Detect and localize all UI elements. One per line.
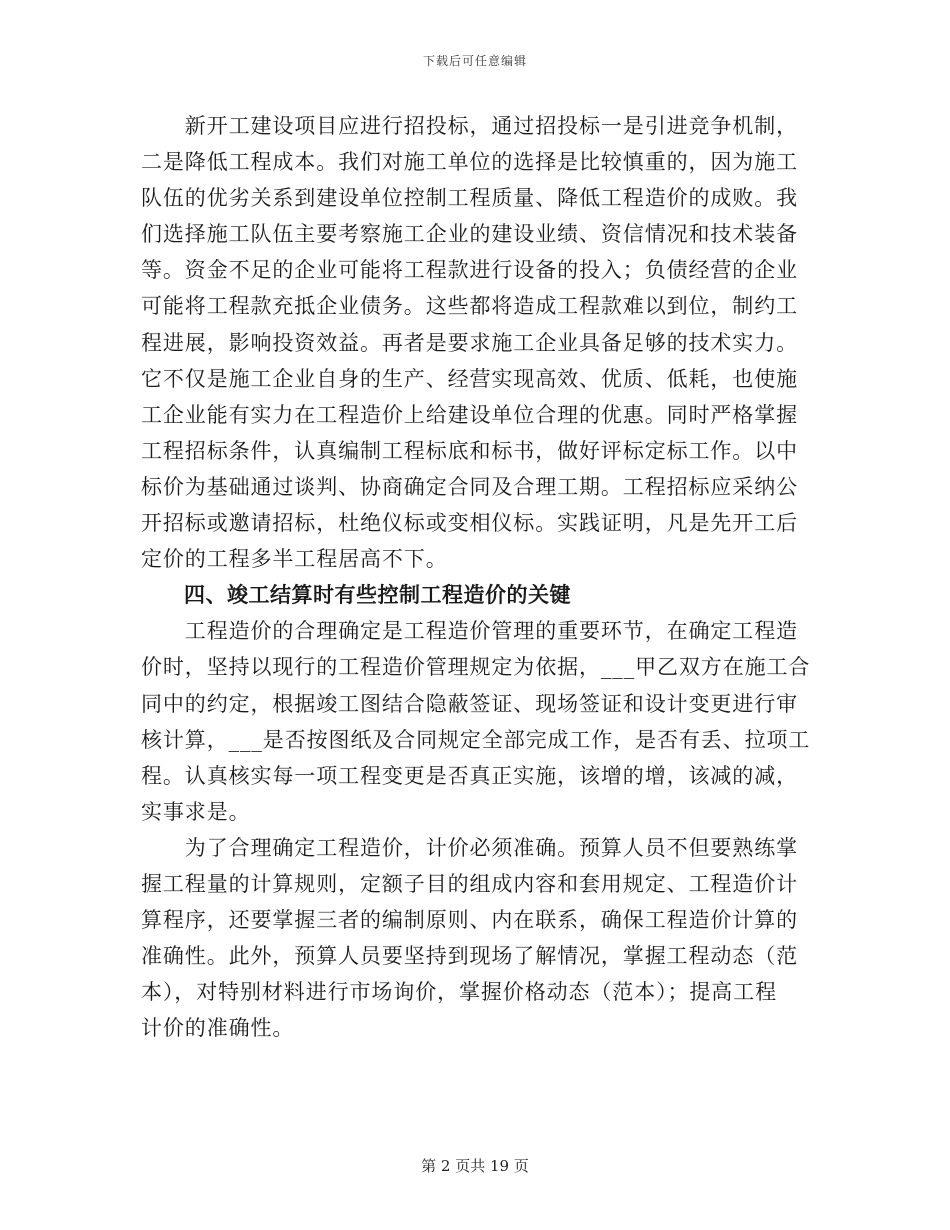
paragraph-line: 开招标或邀请招标，杜绝仪标或变相仪标。实践证明，凡是先开工后: [141, 511, 798, 536]
paragraph-line: 实事求是。: [141, 799, 251, 824]
paragraph-line: 本），对特别材料进行市场询价，掌握价格动态（范本）；提高工程: [141, 980, 777, 1005]
paragraph-line: 标价为基础通过谈判、协商确定合同及合理工期。工程招标应采纳公: [141, 474, 798, 499]
paragraph-line: 等。资金不足的企业可能将工程款进行设备的投入；负债经营的企业: [141, 258, 798, 283]
paragraph-line: 为了合理确定工程造价，计价必须准确。预算人员不但要熟练掌: [141, 835, 798, 860]
paragraph-line: 工程造价的合理确定是工程造价管理的重要环节，在确定工程造: [141, 619, 798, 644]
paragraph-line: 新开工建设项目应进行招投标，通过招投标一是引进竞争机制，: [141, 114, 798, 138]
paragraph-line: 程。认真核实每一项工程变更是否真正实施，该增的增，该减的减，: [141, 763, 798, 788]
paragraph-line: 程进展，影响投资效益。再者是要求施工企业具备足够的技术实力。: [141, 330, 798, 355]
paragraph-line: 定价的工程多半工程居高不下。: [141, 547, 448, 572]
page-header: 下载后可任意编辑: [422, 54, 527, 68]
paragraph-line: 工程招标条件，认真编制工程标底和标书，做好评标定标工作。以中: [141, 438, 798, 463]
paragraph-line: 计价的准确性。: [141, 1016, 295, 1041]
paragraph-line: 算程序，还要掌握三者的编制原则、内在联系，确保工程造价计算的: [141, 908, 798, 933]
paragraph-line: 核计算，___是否按图纸及合同规定全部完成工作，是否有丢、拉项工: [141, 727, 811, 752]
paragraph-line: 们选择施工队伍主要考察施工企业的建设业绩、资信情况和技术装备: [141, 222, 798, 247]
section-heading: 四、竣工结算时有些控制工程造价的关键: [184, 583, 571, 608]
paragraph-line: 工企业能有实力在工程造价上给建设单位合理的优惠。同时严格掌握: [141, 402, 798, 427]
page-footer: 第 2 页共 19 页: [421, 1157, 529, 1175]
paragraph-line: 同中的约定，根据竣工图结合隐蔽签证、现场签证和设计变更进行审: [141, 691, 798, 716]
paragraph-line: 握工程量的计算规则，定额子目的组成内容和套用规定、工程造价计: [141, 871, 798, 896]
paragraph-line: 它不仅是施工企业自身的生产、经营实现高效、优质、低耗，也使施: [141, 366, 798, 391]
paragraph-line: 二是降低工程成本。我们对施工单位的选择是比较慎重的，因为施工: [141, 150, 798, 175]
paragraph-line: 可能将工程款充抵企业债务。这些都将造成工程款难以到位，制约工: [141, 294, 798, 319]
document-body: [141, 108, 811, 1046]
paragraph-line: 队伍的优劣关系到建设单位控制工程质量、降低工程造价的成败。我: [141, 186, 798, 211]
paragraph-line: 准确性。此外，预算人员要坚持到现场了解情况，掌握工程动态（范: [141, 944, 798, 969]
paragraph-line: 价时，坚持以现行的工程造价管理规定为依据，___甲乙双方在施工合: [141, 655, 811, 680]
